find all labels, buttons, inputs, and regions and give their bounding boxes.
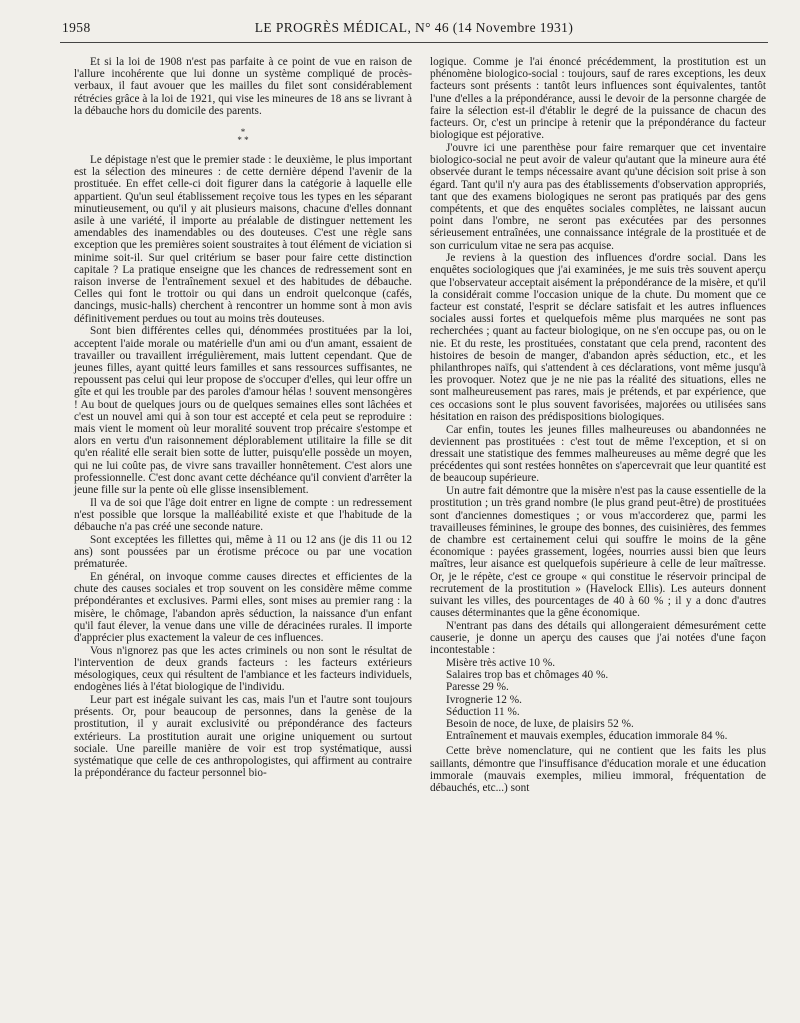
paragraph: Leur part est inégale suivant les cas, mais l'un et l'autre sont toujours présents. Or, pour beaucoup de personnes, dans la genèse de la prostitution, il y aurait exclusivité ou prépondérance des facteurs extérieurs. La prostitution aurait une origine uniquement ou surtout sociale. Une pareille manière de voir est trop systématique, aussi systématique que celle de ces anthropologistes, qui affirment au contraire la prépondérance du facteur personnel bio-	[74, 693, 412, 780]
list-item: Misère très active 10 %.	[446, 656, 556, 669]
paragraph: Un autre fait démontre que la misère n'est pas la cause essentielle de la prostitution ; un très grand nombre (le plus grand peut-être) de prostituées sont d'anciennes domestiques ; or vous m'accorderez que, parmi les travailleuses féminines, le groupe des bonnes, des cuisinières, des femmes de chambre est certainement celui qui souffre le moins de la gêne économique : payées grassement, logées, nourries aussi bien que leurs maîtres, leur aisance est quelquefois supérieure à celle de leur maîtresse. Or, je le répète, c'est ce groupe « qui constitue le réservoir principal de recrutement de la prostitution » (Havelock Ellis). Les auteurs donnent suivant les villes, des pourcentages de 40 à 60 % ; il y a donc d'autres causes déterminantes que la gêne économique.	[430, 485, 766, 620]
paragraph: Je reviens à la question des influences d'ordre social. Dans les enquêtes sociologiques que j'ai examinées, je me suis très souvent aperçu que l'observateur acceptait aisément la prépondérance de la misère, et qu'il la considérait comme l'occasion unique de la chute. Du moment que ce facteur est constaté, l'esprit se déclare satisfait et les autres influences sociales aussi fortes et quelquefois même plus marquées ne sont pas recherchées ; quant au facteur biologique, on ne s'en occupe pas, ou on le nie. Et du reste, les prostituées, constatant que cela prend, racontent des histoires de besoin de manger, d'abandon après séduction, etc., et les philanthropes naïfs, qui s'attendent à ces déclarations, vont même jusqu'à les provoquer. Notez que je ne nie pas la réalité des situations, elles ne sont malheureusement pas rares, mais je prétends, et par expérience, que ces occasions sont le plus souvent favorisées, majorées ou utilisées sans hésitation en raison des prédispositions biologiques.	[430, 252, 766, 423]
asterism-top: *	[240, 127, 246, 138]
paragraph: Et si la loi de 1908 n'est pas parfaite à ce point de vue en raison de l'allure incohérente que lui donne un système compliqué de procès-verbaux, il faut avouer que les mailles du filet sont considérablement rétrécies grâce à la loi de 1921, qui vise les mineures de 18 ans se livrant à la débauche hors du domicile des parents.	[74, 56, 412, 117]
paragraph: Car enfin, toutes les jeunes filles malheureuses ou abandonnées ne deviennent pas prostituées : c'est tout de même l'exception, et si on dressait une statistique des femmes malheureuses au même degré que les précédentes qui sont restées honnêtes on s'apercevrait que leur quantité est de beaucoup supérieure.	[430, 423, 766, 485]
list-item: Séduction 11 %.	[446, 705, 520, 718]
paragraph: Sont bien différentes celles qui, dénommées prostituées par la loi, acceptent l'aide morale ou matérielle d'un ami ou d'un amant, essaient de travailler ou travaillent irrégulièrement, mais luttent cependant. Que de jeunes filles, ayant quitté leurs familles et sans ressources suffisantes, ne repoussent pas celui qui leur propose de s'occuper d'elles, qui leur offre un gîte et qui les trouble par des paroles d'amour hélas ! souvent mensongères ! Au bout de quelques jours ou de quelques semaines elles sont lâchées et c'est un nouvel ami qui à son tour est accepté et cela peut se reproduire : mais vient le moment où leur moralité souvent trop précaire s'estompe et alors en vertu d'un raisonnement déplorablement utilitaire la fille se dit qu'en réalité elle serait bien sotte de lutter, puisqu'elle possède un moyen, qui ne lui coûte pas, de vivre sans travailler honnêtement. C'est alors une professionnelle. C'est donc avant cette déchéance qu'il convient d'arrêter la jeune fille sur la pente où elle glisse insensiblement.	[74, 325, 412, 496]
paragraph: logique. Comme je l'ai énoncé précédemment, la prostitution est un phénomène biologico-social : toujours, sauf de rares exceptions, les deux facteurs sont présents : tantôt leurs influences sont équivalentes, tantôt l'une d'elles a la prépondérance, aussi le devoir de la personne chargée de faire la sélection est-il d'établir le degré de la puissance de chacun des facteurs. Or, c'est un principe à retenir que la prépondérance du facteur biologique est péjorative.	[430, 56, 766, 142]
paragraph: Vous n'ignorez pas que les actes criminels ou non sont le résultat de l'intervention de deux grands facteurs : les facteurs extérieurs mésologiques, ceux qui résultent de l'ambiance et les facteurs individuels, endogènes liés à l'état biologique de l'individu.	[74, 644, 412, 694]
paragraph: J'ouvre ici une parenthèse pour faire remarquer que cet inventaire biologico-social ne peut avoir de valeur qu'autant que la mineure aura été observée durant le temps nécessaire avant qu'une décision soit prise à son égard. Tant qu'il n'y aura pas des établissements d'observation appropriés, tant que des examens biologiques ne seront pas pratiqués par des gens compétents, et que des enquêtes sociales complètes, ne laissant aucun point dans l'ombre, ne seront pas exécutées par des personnes sérieusement entraînées, une connaissance intégrale de la prostituée et de son curriculum vitae ne sera pas acquise.	[430, 141, 766, 252]
list-item: Ivrognerie 12 %.	[446, 693, 522, 706]
header-rule	[60, 42, 768, 43]
causes-list	[430, 657, 766, 742]
list-item: Salaires trop bas et chômages 40 %.	[446, 669, 609, 682]
paragraph: En général, on invoque comme causes directes et efficientes de la chute des causes sociales et trop souvent on les considère même comme prépondérantes et exclusives. Parmi elles, sont mises au premier rang : la misère, le chômage, l'abandon après séduction, la naissance d'un enfant qu'il faut élever, la venue dans une ville de déracinées rurales. Il importe d'apprécier plus exactement la valeur de ces influences.	[74, 570, 412, 644]
paragraph: Le dépistage n'est que le premier stade : le deuxième, le plus important est la sélection des mineures : de cette dernière dépend l'avenir de la prostituée. En effet celle-ci doit figurer dans la catégorie à laquelle elle appartient. Qu'un seul établissement reçoive tous les types en les séparant minutieusement, ou qu'il y ait plusieurs maisons, chacune d'elles donnant asile à une variété, il importe au préalable de distinguer nettement les amendables des inamendables ou des douteuses. C'est une règle sans exception que les premières soient soustraites à tout élément de viciation si minime soit-il. Sur quel critérium se baser pour faire cette distinction capitale ? La pratique enseigne que les chances de redressement sont en raison inverse de l'entraînement sexuel et des habitudes de débauche. Celles qui font le trottoir ou qui dans un endroit quelconque (cafés, dancings, music-halls) cherchent à rencontrer un homme sont à mon avis définitivement perdues ou tout au moins très douteuses.	[74, 154, 412, 325]
page-header	[62, 20, 766, 38]
list-item: Paresse 29 %.	[446, 681, 509, 694]
left-column	[74, 56, 412, 780]
paragraph: Il va de soi que l'âge doit entrer en ligne de compte : un redressement n'est possible que lorsque la malléabilité existe et que l'habitude de la débauche n'a pas créé une seconde nature.	[74, 496, 412, 534]
list-item: Besoin de noce, de luxe, de plaisirs 52 %.	[446, 717, 634, 730]
page-number: 1958	[62, 20, 91, 35]
paragraph: N'entrant pas dans des détails qui allongeraient démesurément cette causerie, je donne un aperçu des causes que j'ai notées d'une façon incontestable :	[430, 619, 766, 657]
list-item: Entraînement et mauvais exemples, éducation immorale 84 %.	[446, 730, 728, 743]
asterism-bottom: * *	[237, 135, 249, 146]
right-column	[430, 56, 766, 795]
paragraph: Sont exceptées les fillettes qui, même à 11 ou 12 ans (je dis 11 ou 12 ans) sont poussées par un érotisme précoce ou par une vocation prématurée.	[74, 533, 412, 571]
running-title: LE PROGRÈS MÉDICAL, N° 46 (14 Novembre 1931)	[254, 20, 574, 35]
asterism-separator	[74, 128, 412, 144]
paragraph: Cette brève nomenclature, qui ne contient que les faits les plus saillants, démontre que l'insuffisance d'éducation morale et une éducation immorale (mauvais exemples, milieu immoral, fréquentation de débauchés, etc...) sont	[430, 745, 766, 794]
